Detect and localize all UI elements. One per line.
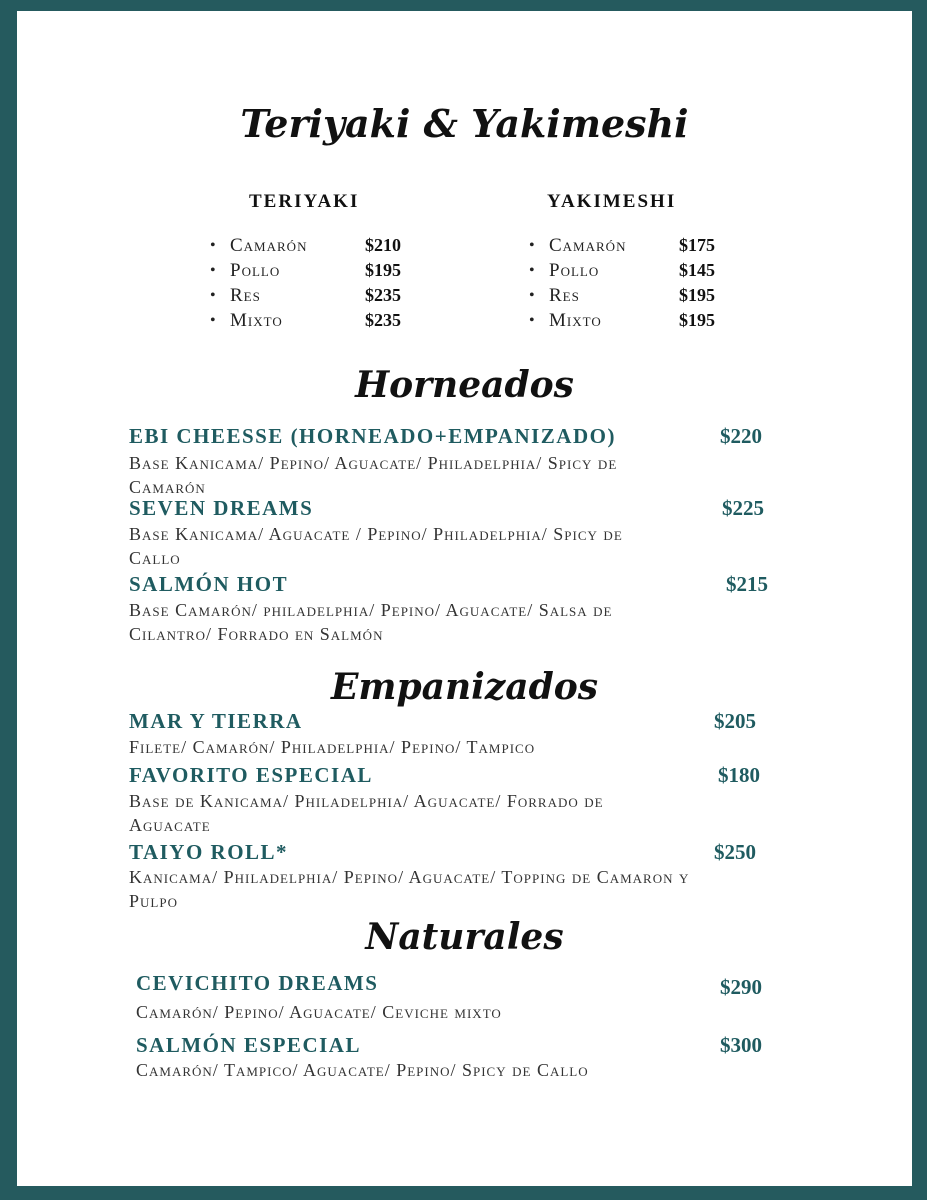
item-price: $235 [365,285,401,305]
menu-item-price: $300 [720,1033,762,1057]
section-title-naturales: Naturales [365,916,564,958]
menu-item-description: Base Kanicama/ Pepino/ Aguacate/ Philadelphia/ Spicy de Camarón [129,453,618,497]
item-price: $210 [365,235,401,255]
item-name: Camarón [230,235,308,256]
menu-item-price: $180 [718,763,760,787]
list-item: • Res $195 [529,285,715,306]
menu-item-price: $250 [714,840,756,864]
list-item: • Pollo $195 [210,260,401,281]
item-name: Pollo [549,260,600,281]
item-name: Camarón [549,235,627,256]
list-item: • Camarón $210 [210,235,401,256]
section-title-teriyaki-yakimeshi: Teriyaki & Yakimeshi [240,101,689,146]
menu-page [17,11,912,1186]
yakimeshi-heading: YAKIMESHI [547,191,677,212]
menu-item-price: $215 [726,572,768,596]
menu-item-description: Kanicama/ Philadelphia/ Pepino/ Aguacate/ Topping de Camaron y Pulpo [129,867,690,911]
menu-item-description: Camarón/ Pepino/ Aguacate/ Ceviche mixto [136,1002,502,1022]
list-item: • Mixto $195 [529,310,715,331]
item-name: Res [230,285,261,306]
teriyaki-heading: TERIYAKI [249,191,360,212]
menu-item-description: Base Camarón/ philadelphia/ Pepino/ Aguacate/ Salsa de Cilantro/ Forrado en Salmón [129,600,613,644]
list-item: • Pollo $145 [529,260,715,281]
menu-item-price: $220 [720,424,762,448]
item-price: $195 [365,260,401,280]
menu-item-price: $225 [722,496,764,520]
item-name: Mixto [230,310,283,331]
list-item: • Res $235 [210,285,401,306]
menu-item-name: EBI CHEESSE (HORNEADO+EMPANIZADO) [129,424,616,448]
menu-item-name: CEVICHITO DREAMS [136,971,379,995]
item-name: Mixto [549,310,602,331]
menu-item-price: $290 [720,975,762,999]
teriyaki-list [210,233,440,333]
menu-item-description: Camarón/ Tampico/ Aguacate/ Pepino/ Spicy de Callo [136,1060,589,1080]
menu-item-name: TAIYO ROLL* [129,840,289,864]
section-title-horneados: Horneados [355,364,574,406]
menu-item-name: FAVORITO ESPECIAL [129,763,373,787]
list-item: • Camarón $175 [529,235,715,256]
menu-item-price: $205 [714,709,756,733]
item-name: Pollo [230,260,281,281]
item-price: $235 [365,310,401,330]
menu-item-name: MAR Y TIERRA [129,709,303,733]
item-price: $195 [679,310,715,330]
item-price: $195 [679,285,715,305]
list-item: • Mixto $235 [210,310,401,331]
menu-item-description: Filete/ Camarón/ Philadelphia/ Pepino/ Tampico [129,737,536,757]
item-price: $145 [679,260,715,280]
menu-item-name: SEVEN DREAMS [129,496,314,520]
item-name: Res [549,285,580,306]
item-price: $175 [679,235,715,255]
yakimeshi-list [529,233,749,333]
menu-item-description: Base Kanicama/ Aguacate / Pepino/ Philadelphia/ Spicy de Callo [129,524,623,568]
menu-item-name: SALMÓN ESPECIAL [136,1033,361,1057]
menu-item-description: Base de Kanicama/ Philadelphia/ Aguacate/ Forrado de Aguacate [129,791,604,835]
section-title-empanizados: Empanizados [330,666,599,708]
menu-item-name: SALMÓN HOT [129,572,289,596]
